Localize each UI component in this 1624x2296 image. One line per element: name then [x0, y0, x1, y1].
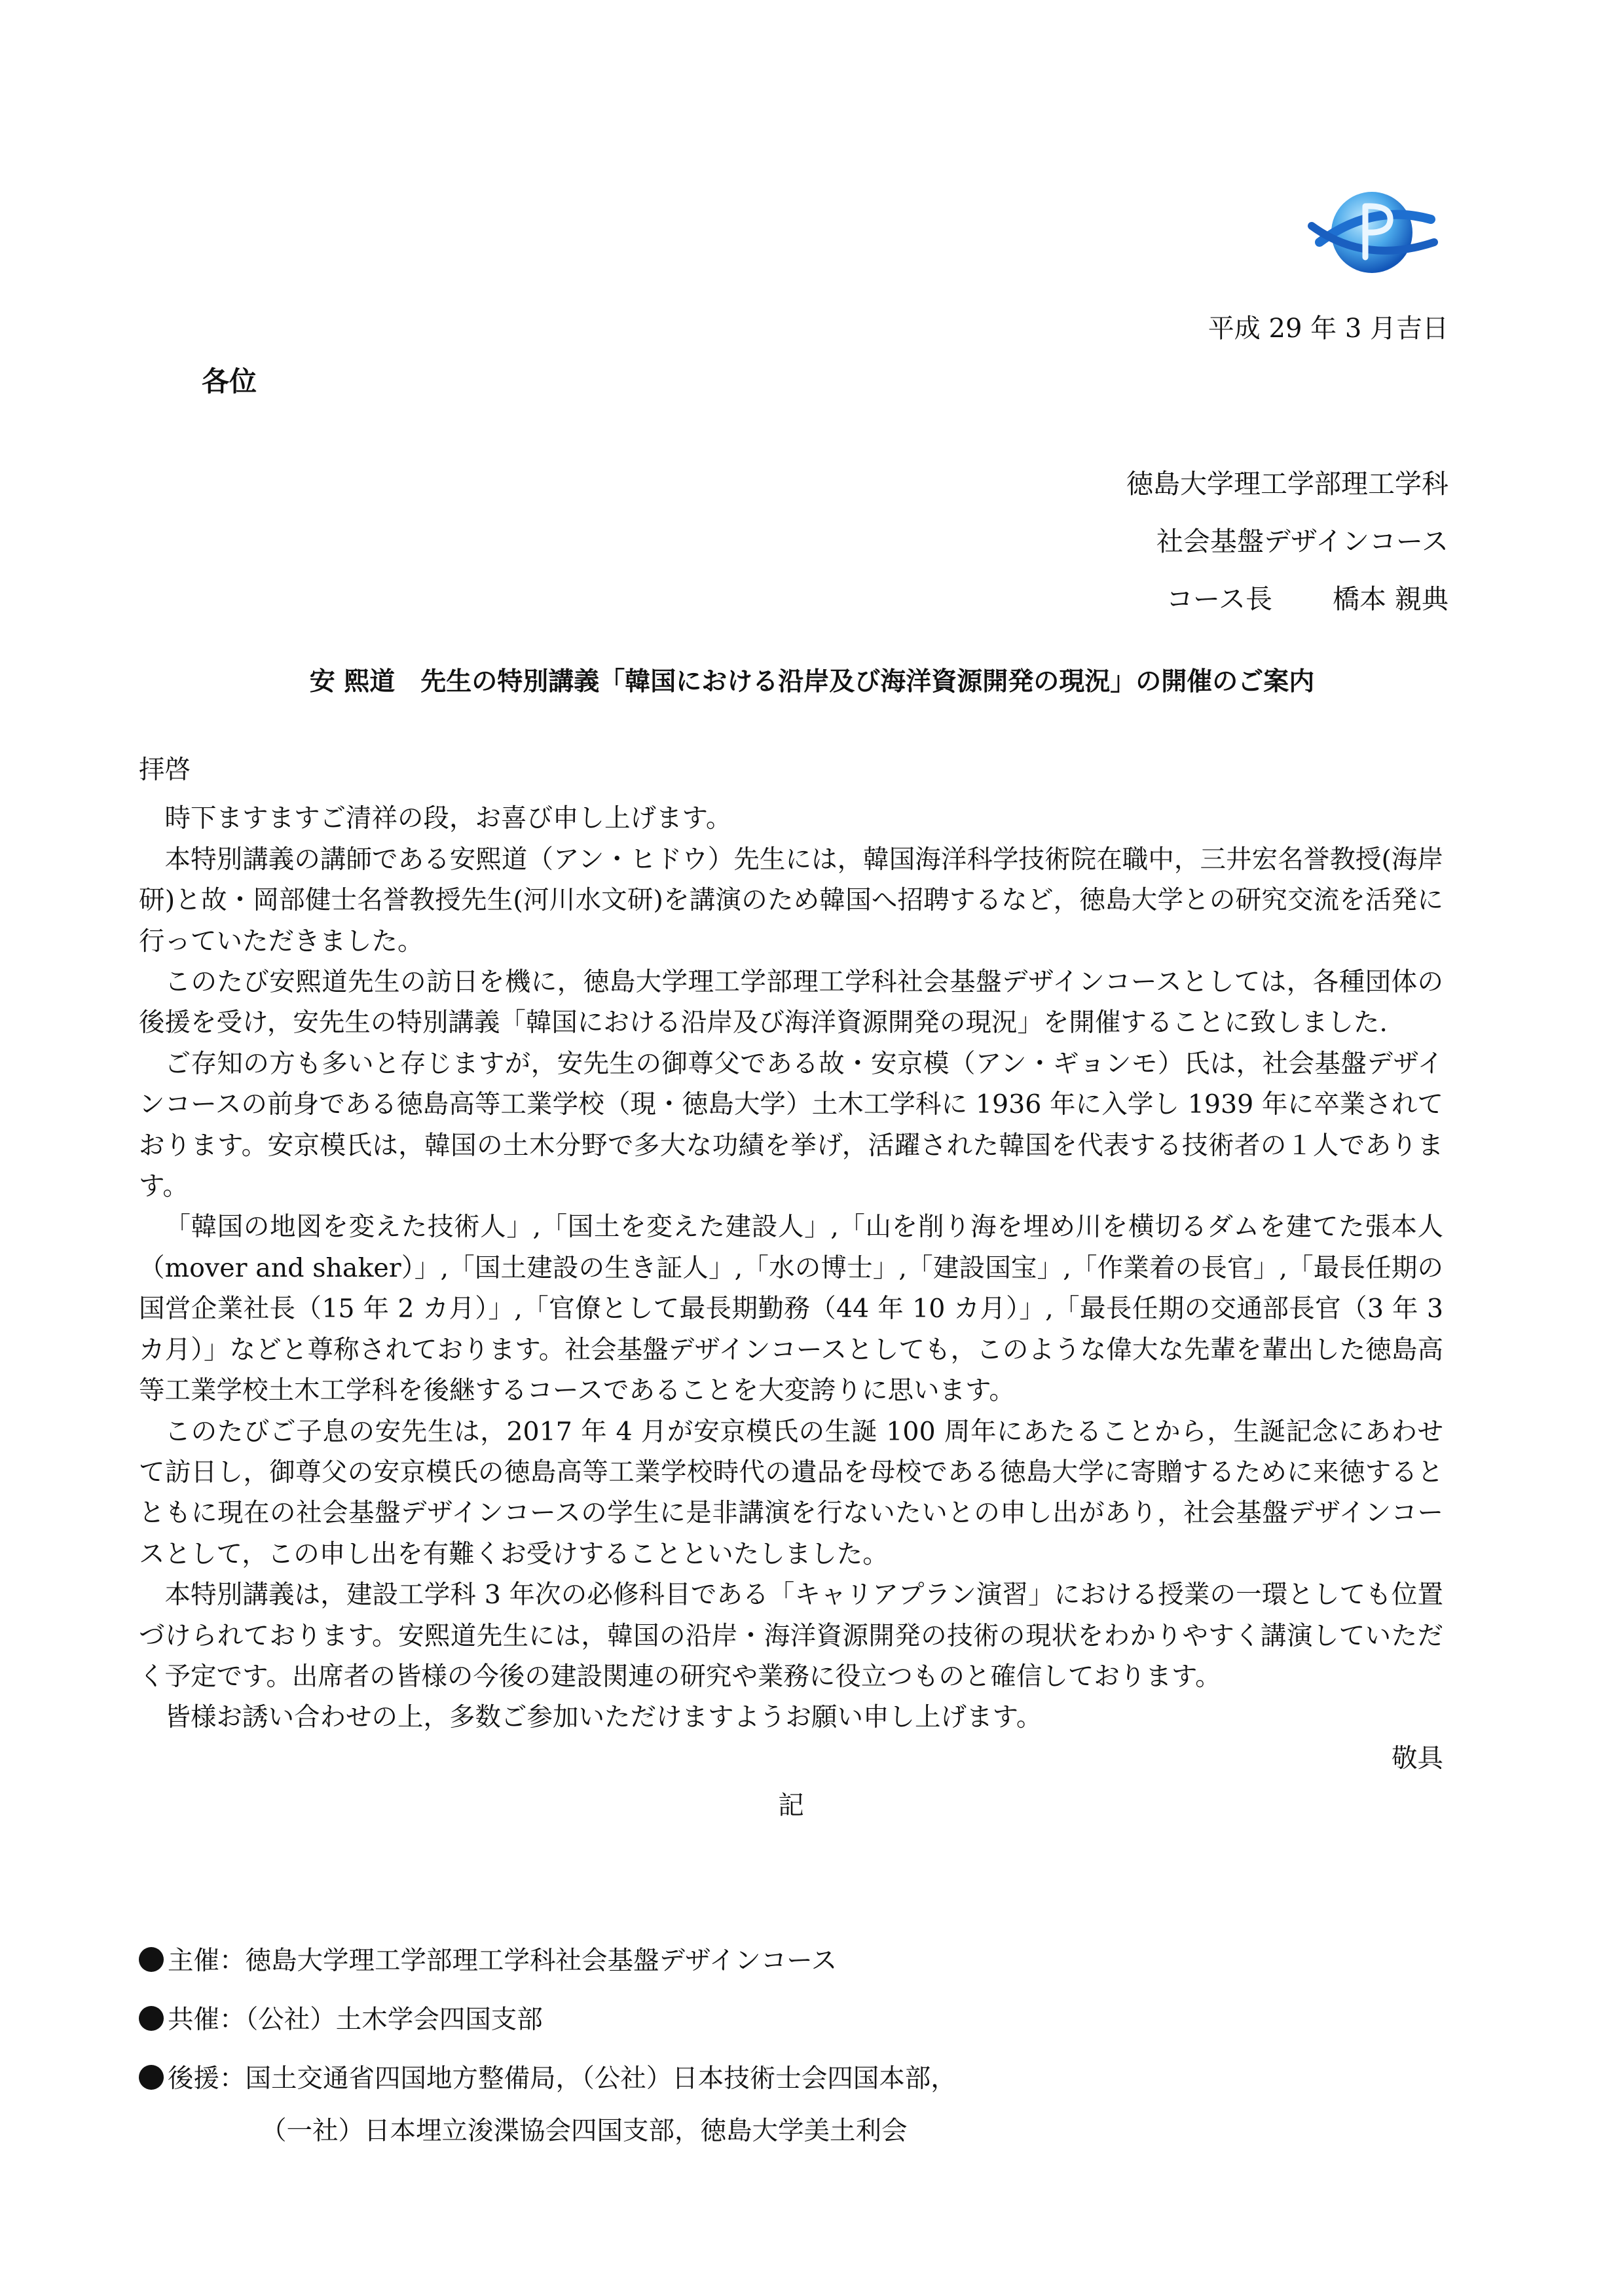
ki-heading: 記	[778, 1791, 804, 1821]
body-paragraph: 皆様お誘い合わせの上，多数ご参加いただけますようお願い申し上げます。	[164, 1702, 1043, 1733]
detail-host-text: 主催：徳島大学理工学部理工学科社会基盤デザインコース	[168, 1946, 838, 1976]
body-paragraph: 時下ますますご清祥の段，お喜び申し上げます。	[164, 803, 732, 834]
addressee: 各位	[202, 365, 257, 397]
bullet-icon	[139, 1947, 164, 1972]
opening-salutation: 拝啓	[139, 755, 191, 785]
bullet-icon	[139, 2065, 164, 2090]
detail-support-text: 後援：国土交通省四国地方整備局，（公社）日本技術士会四国本部，	[168, 2064, 957, 2094]
detail-cohost-text: 共催：（公社）土木学会四国支部	[168, 2005, 543, 2035]
letter-body	[139, 750, 1443, 1836]
globe-logo-icon	[1300, 180, 1444, 285]
sender-name: 橋本 親典	[1332, 583, 1449, 615]
sender-department: 徳島大学理工学部理工学科	[1126, 468, 1449, 500]
body-paragraph: 「韓国の地図を変えた技術人」,「国土を変えた建設人」,「山を削り海を埋め川を横切るダムを建てた張本人（mover and shaker）」,「国土建設の生き証人」,「水の博士」,「建設国宝」,「作業着の長官」,「最長任期の国営企業社長（15 年 2 カ月）」,「官僚として最長期勤務（44 年 10 カ月）」,「最長任期の交通部長官（3 年 3 カ月）」などと尊称されております。社会基盤デザインコースとしても，このような偉大な先輩を輩出した徳島高等工業学校土木工学科を後継するコースであることを大変誇りに思います。	[139, 1212, 1443, 1406]
detail-support-continued: （一社）日本埋立浚渫協会四国支部，徳島大学美土利会	[261, 2116, 908, 2146]
sender-course: 社会基盤デザインコース	[1156, 526, 1449, 557]
body-paragraph: 本特別講義の講師である安熙道（アン・ヒドウ）先生には，韓国海洋科学技術院在職中，三井宏名誉教授(海岸研)と故・岡部健士名誉教授先生(河川水文研)を講演のため韓国へ招聘するなど，徳島大学との研究交流を活発に行っていただきました。	[139, 844, 1443, 957]
sender-block	[1126, 455, 1449, 628]
document-title: 安 熙道 先生の特別講義「韓国における沿岸及び海洋資源開発の現況」の開催のご案内	[309, 667, 1315, 697]
body-paragraph: 本特別講義は，建設工学科 3 年次の必修科目である「キャリアプラン演習」における授業の一環としても位置づけられております。安熙道先生には，韓国の沿岸・海洋資源開発の技術の現状をわかりやすく講演していただく予定です。出席者の皆様の今後の建設関連の研究や業務に役立つものと確信しております。	[139, 1580, 1443, 1692]
detail-cohost	[139, 1990, 957, 2049]
body-paragraph: ご存知の方も多いと存じますが，安先生の御尊父である故・安京模（アン・ギョンモ）氏は，社会基盤デザインコースの前身である徳島高等工業学校（現・徳島大学）土木工学科に 1936 年に入学し 1939 年に卒業されております。安京模氏は，韓国の土木分野で多大な功績を挙げ，活躍された韓国を代表する技術者の１人であります。	[139, 1048, 1443, 1202]
bullet-icon	[139, 2006, 164, 2031]
body-paragraph: このたび安熙道先生の訪日を機に，徳島大学理工学部理工学科社会基盤デザインコースとしては，各種団体の後援を受け，安先生の特別講義「韓国における沿岸及び海洋資源開発の現況」を開催することに致しました.	[139, 967, 1443, 1038]
body-paragraph: このたびご子息の安先生は，2017 年 4 月が安京模氏の生誕 100 周年にあたることから，生誕記念にあわせて訪日し，御尊父の安京模氏の徳島高等工業学校時代の遺品を母校である徳島大学に寄贈するために来徳するとともに現在の社会基盤デザインコースの学生に是非講演を行ないたいとの申し出があり，社会基盤デザインコースとして，この申し出を有難くお受けすることといたしました。	[139, 1416, 1443, 1569]
sender-role: コース長	[1166, 583, 1272, 615]
detail-host	[139, 1931, 957, 1990]
issue-date: 平成 29 年 3 月吉日	[1208, 314, 1449, 344]
sender-signature-line	[1126, 570, 1449, 628]
detail-support	[139, 2049, 957, 2108]
closing-salutation: 敬具	[1392, 1743, 1443, 1774]
event-details	[139, 1931, 957, 2154]
